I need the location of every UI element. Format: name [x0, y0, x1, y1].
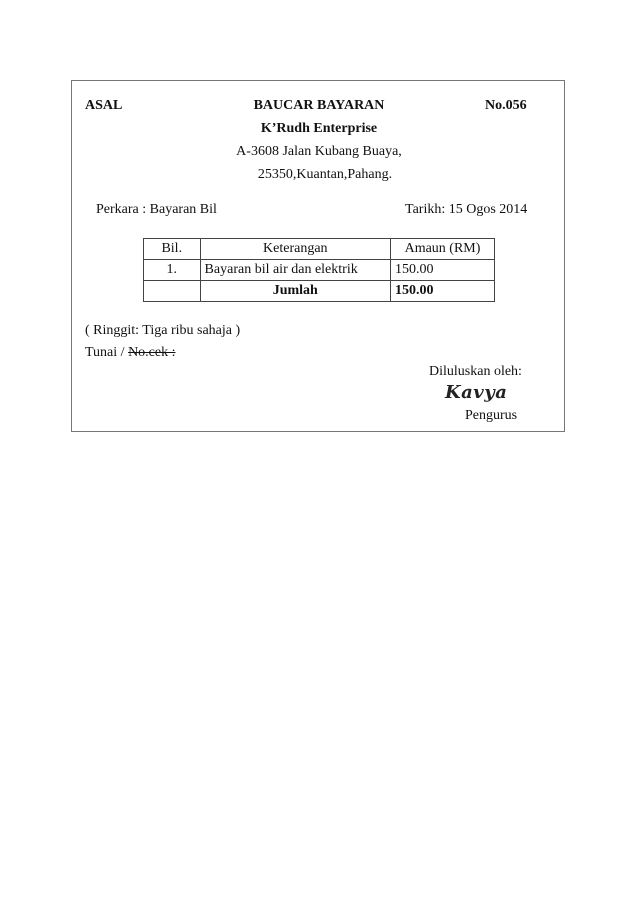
- cell-bil: 1.: [144, 260, 201, 281]
- cell-amaun: 150.00: [391, 260, 495, 281]
- table-header-row: [144, 239, 495, 260]
- address-line-1: A-3608 Jalan Kubang Buaya,: [236, 144, 402, 159]
- total-label: Jumlah: [200, 281, 390, 302]
- tunai-text: Tunai /: [85, 345, 125, 360]
- cell-keterangan: Bayaran bil air dan elektrik: [200, 260, 390, 281]
- approver-role: Pengurus: [465, 408, 518, 423]
- header-amaun: Amaun (RM): [391, 239, 495, 260]
- voucher-title: BAUCAR BAYARAN: [253, 98, 385, 113]
- header-bil: Bil.: [144, 239, 201, 260]
- cek-text: No.cek :: [128, 345, 176, 360]
- total-row: [144, 281, 495, 302]
- table-row: [144, 260, 495, 281]
- copy-label: ASAL: [85, 98, 123, 113]
- payment-method: [85, 345, 176, 361]
- header-keterangan: Keterangan: [200, 239, 390, 260]
- address-line-2: 25350,Kuantan,Pahang.: [257, 167, 393, 182]
- tarikh-field: Tarikh: 15 Ogos 2014: [405, 202, 528, 217]
- perkara-field: Perkara : Bayaran Bil: [96, 202, 217, 217]
- company-name: K’Rudh Enterprise: [260, 121, 378, 136]
- total-value: 150.00: [391, 281, 495, 302]
- approved-by-label: Diluluskan oleh:: [429, 364, 522, 379]
- payment-voucher: [71, 80, 565, 432]
- total-empty-cell: [144, 281, 201, 302]
- ringgit-text: ( Ringgit: Tiga ribu sahaja ): [85, 323, 241, 338]
- signature: Kavya: [445, 382, 508, 403]
- voucher-number: No.056: [485, 98, 527, 113]
- items-table: [143, 238, 495, 302]
